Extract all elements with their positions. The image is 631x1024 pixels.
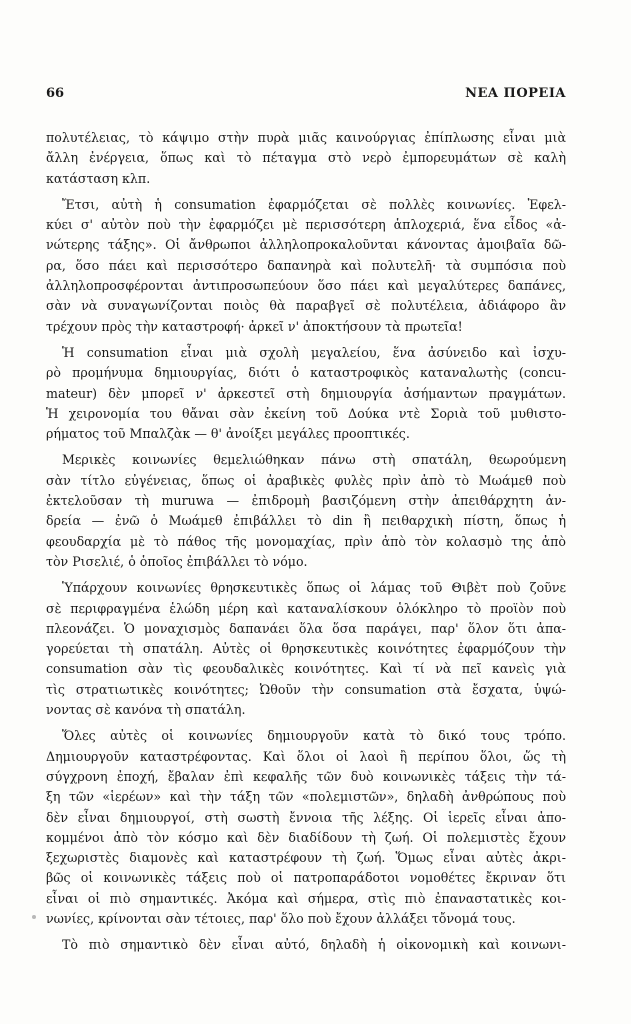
text-line: Ἡ consumation εἶναι μιὰ σχολὴ μεγαλείου, ἕνα ἀσύνειδο καὶ ἰσχυ- [62, 344, 566, 360]
text-line: Ἔτσι, αὐτὴ ἡ consumation ἐφαρμόζεται σὲ πολλὲς κοινωνίες. Ἐφελ- [62, 196, 566, 212]
text-line: ρὸ προμήνυμα δημιουργίας, διότι ὁ καταστροφικὸς καταναλωτὴς (concu- [46, 365, 566, 381]
text-line: Ὑπάρχουν κοινωνίες θρησκευτικὲς ὅπως οἱ λάμας τοῦ Θιβὲτ ποὺ ζοῦνε [62, 580, 566, 596]
text-line: δρεία — ἐνῶ ὁ Μωάμεθ ἐπιβάλλει τὸ din ἢ πειθαρχικὴ πίστη, ὅπως ἡ [46, 513, 566, 529]
text-line: Μερικὲς κοινωνίες θεμελιώθηκαν πάνω στὴ σπατάλη, θεωρούμενη [62, 452, 566, 468]
text-line: δὲν εἶναι δημιουργοί, στὴ σωστὴ ἔννοια τῆς λέξης. Οἱ ἱερεῖς εἶναι ἀπο- [46, 809, 566, 825]
text-line: πλεονάζει. Ὁ μοναχισμὸς δαπανάει ὅλα ὅσα παράγει, παρ' ὅλον ὅτι ἀπα- [46, 620, 566, 636]
text-line: πολυτέλειας, τὸ κάψιμο στὴν πυρὰ μιᾶς καινούργιας ἐπίπλωσης εἶναι μιὰ [46, 130, 566, 145]
page-number: 66 [46, 86, 65, 101]
text-line: κατάσταση κλπ. [46, 170, 151, 186]
text-line: τρέχουν πρὸς τὴν καταστροφή· ἀρκεῖ ν' ἀποκτήσουν τὰ πρωτεῖα! [46, 318, 463, 334]
paragraph-7 [46, 935, 566, 955]
text-line: τὶς στρατιωτικὲς κοινότητες; Ὠθοῦν τὴν consumation στὰ ἔσχατα, ὑψώ- [46, 681, 566, 697]
text-line: τὸν Ρισελιέ, ὁ ὁποῖος ἐπιβάλλει τὸ νόμο. [46, 553, 308, 569]
text-line: ἀλληλοπροσφέρονται ἀντιπροσωπεύουν ὅσο πάει καὶ μεγαλύτερες δαπάνες, [46, 278, 566, 294]
text-line: νώτερης τάξης». Οἱ ἄνθρωποι ἀλληλοπροκαλοῦνται κάνοντας ἀμοιβαῖα δῶ- [46, 237, 566, 253]
text-line: ρα, ὅσο πάει καὶ περισσότερο δαπανηρὰ καὶ πολυτελῆ· τὰ συμπόσια ποὺ [46, 257, 566, 273]
paragraph-5 [46, 578, 566, 720]
text-line: Τὸ πιὸ σημαντικὸ δὲν εἶναι αὐτό, δηλαδὴ ἡ οἰκονομικὴ καὶ κοινωνι- [62, 937, 566, 953]
paragraph-6 [46, 726, 566, 929]
text-line: ξη τῶν «ἱερέων» καὶ τὴν τάξη τῶν «πολεμιστῶν», δηλαδὴ ἀνθρώπους ποὺ [46, 789, 566, 805]
paragraph-4 [46, 450, 566, 572]
text-line: σὰν τίτλο εὐγένειας, ὅπως οἱ ἀραβικὲς φυλὲς πρὶν ἀπὸ τὸ Μωάμεθ ποὺ [46, 472, 566, 488]
text-line: γορεύεται τὴ σπατάλη. Αὐτὲς οἱ θρησκευτικὲς κοινότητες ἐφαρμόζουν τὴν [46, 641, 566, 657]
text-line: ξεχωριστὲς διαμονὲς καὶ καταστρέφουν τὴ ζωή. Ὅμως εἶναι αὐτὲς ἀκρι- [46, 850, 566, 866]
text-line: νοντας σὲ κανόνα τὴ σπατάλη. [46, 702, 246, 718]
text-line: βῶς οἱ κοινωνικὲς τάξεις ποὺ οἱ πατροπαράδοτοι νομοθέτες ἔκριναν ὅτι [46, 870, 566, 886]
text-line: νωνίες, κρίνονται σὰν τέτοιες, παρ' ὅλο ποὺ ἔχουν ἀλλάξει τὄνομά τους. [46, 910, 516, 926]
text-line: Ἡ χειρονομία του θἄναι σὰν ἐκείνη τοῦ Δούκα ντὲ Σοριὰ τοῦ μυθιστο- [46, 405, 566, 421]
text-line: consumation σὰν τὶς φεουδαλικὲς κοινότητες. Καὶ τί νὰ πεῖ κανεὶς γιὰ [46, 661, 566, 677]
margin-dot-mark [32, 915, 36, 919]
text-line: φεουδαρχία μὲ τὸ πάθος τῆς μονομαχίας, πρὶν ἀπὸ τὸν κολασμὸ της ἀπὸ [46, 533, 566, 549]
paragraph-3 [46, 343, 566, 444]
text-line: σὰν νὰ συναγωνίζονται ποιὸς θὰ παραβγεῖ σὲ πολυτέλεια, ἀδιάφορο ἂν [46, 298, 566, 314]
text-line: mateur) δὲν μπορεῖ ν' ἀρκεστεῖ στὴ δημιουργία ἀσήμαντων πραγμάτων. [46, 385, 566, 401]
paragraph-2 [46, 195, 566, 337]
text-line: κύει σ' αὐτὸν ποὺ τὴν ἐφαρμόζει μὲ περισσότερη ἁπλοχεριά, ἕνα εἶδος «ἀ- [46, 217, 566, 233]
body-text [46, 128, 566, 962]
text-line: ρήματος τοῦ Μπαλζὰκ — θ' ἀνοίξει μεγάλες προοπτικές. [46, 426, 410, 442]
text-line: ἐκτελοῦσαν τὴ muruwa — ἐπιδρομὴ βασιζόμενη στὴν ἀπειθάρχητη ἀν- [46, 493, 566, 509]
text-line: εἶναι οἱ πιὸ σημαντικές. Ἀκόμα καὶ σήμερα, στὶς πιὸ ἐπαναστατικὲς κοι- [46, 890, 566, 906]
text-line: Ὅλες αὐτὲς οἱ κοινωνίες δημιουργοῦν κατὰ τὸ δικό τους τρόπο. [62, 728, 566, 744]
page-header [46, 86, 566, 106]
text-line: σὲ περιφραγμένα ἑλώδη μέρη καὶ καταναλίσκουν ὁλόκληρο τὸ προϊὸν ποὺ [46, 600, 566, 616]
text-line: σύγχρονη ἐποχή, ἔβαλαν ἐπὶ κεφαλῆς τῶν δυὸ κοινωνικὲς τάξεις τὴν τά- [46, 768, 566, 784]
paragraph-1 [46, 128, 566, 189]
text-line: Δημιουργοῦν καταστρέφοντας. Καὶ ὅλοι οἱ λαοὶ ἢ περίπου ὅλοι, ὥς τὴ [46, 748, 566, 764]
text-line: ἄλλη ἐνέργεια, ὅπως καὶ τὸ πέταγμα στὸ νερὸ ἐμπορευμάτων σὲ καλὴ [46, 150, 566, 166]
running-title: ΝΕΑ ΠΟΡΕΙΑ [465, 86, 566, 101]
text-line: κομμένοι ἀπὸ τὸν κόσμο καὶ δὲν διαδίδουν τὴ ζωή. Οἱ πολεμιστὲς ἔχουν [46, 829, 566, 845]
